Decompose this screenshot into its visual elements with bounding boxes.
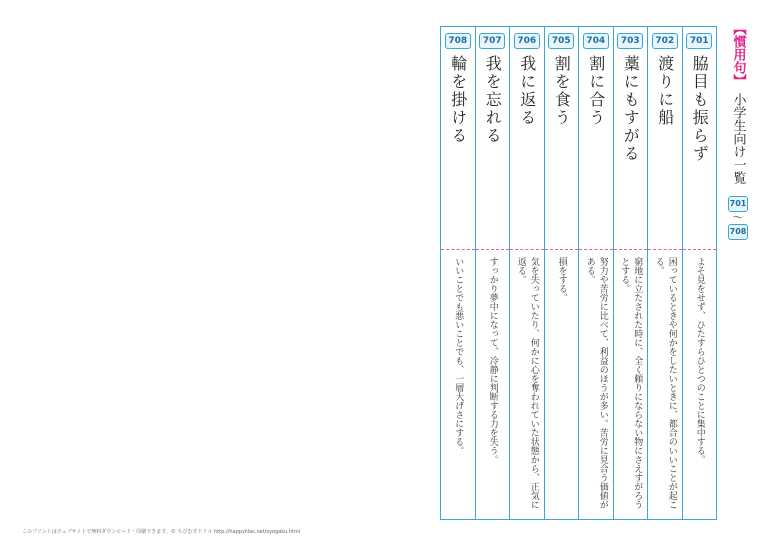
idiom-text: 脇目も振らず (690, 55, 710, 163)
entry-number: 705 (548, 33, 574, 49)
meaning-text: 努力や苦労に比べて、利益のほうが多い。苦労に見合う価値がある。 (584, 257, 608, 509)
range-separator: 〜 (732, 211, 744, 224)
entry-number: 707 (479, 33, 505, 49)
entry-number: 702 (652, 33, 678, 49)
idiom-text: 我を忘れる (483, 55, 503, 145)
idiom-text: 渡りに船 (655, 55, 675, 127)
meaning-text: よそ見をせず、ひたすらひとつのことに集中する。 (694, 257, 705, 464)
dashed-divider (441, 249, 475, 250)
meaning-text: 困っているときや何かをしたいときに、都合のいいことが起こる。 (653, 257, 677, 509)
idiom-column (613, 27, 648, 519)
idiom-text: 我に返る (517, 55, 537, 127)
dashed-divider (683, 249, 717, 250)
idiom-column (544, 27, 579, 519)
entry-number: 704 (583, 33, 609, 49)
meaning-text: いいことでも悪いことでも、一層大げさにする。 (453, 257, 464, 455)
idiom-text: 割を食う (552, 55, 572, 127)
entry-number: 706 (514, 33, 540, 49)
dashed-divider (476, 249, 510, 250)
number-range (727, 196, 749, 240)
meaning-text: すっかり夢中になって、冷静に判断する力を失う。 (487, 257, 498, 464)
dashed-divider (648, 249, 682, 250)
range-end: 708 (728, 224, 748, 240)
entry-number: 701 (686, 33, 712, 49)
dashed-divider (510, 249, 544, 250)
idiom-sheet (440, 26, 717, 520)
range-start: 701 (728, 196, 748, 212)
idiom-column (682, 27, 717, 519)
dashed-divider (614, 249, 648, 250)
idiom-column (647, 27, 682, 519)
idiom-text: 輪を掛ける (448, 55, 468, 145)
page-title: 小学生向け一覧 (730, 93, 746, 184)
idiom-column (441, 27, 475, 519)
idiom-column (578, 27, 613, 519)
meaning-text: 損をする。 (556, 257, 567, 302)
idiom-column (475, 27, 510, 519)
meaning-text: 窮地に立たされた時に、全く頼りにならない物にさえすがろうとする。 (619, 257, 643, 509)
category-label: 【慣用句】 (730, 22, 746, 87)
side-header (727, 22, 749, 240)
entry-number: 708 (445, 33, 471, 49)
dashed-divider (579, 249, 613, 250)
footer-note: このプリントはウェブサイトで無料ダウンロード・印刷できます。© ちびむすドリル http://happylilac.net/syogaku.html (22, 529, 301, 535)
meaning-text: 気を失っていたり、何かに心を奪われていた状態から、正気に返る。 (515, 257, 539, 509)
idiom-column (509, 27, 544, 519)
idiom-text: 藁にもすがる (621, 55, 641, 163)
entry-number: 703 (617, 33, 643, 49)
idiom-text: 割に合う (586, 55, 606, 127)
dashed-divider (545, 249, 579, 250)
